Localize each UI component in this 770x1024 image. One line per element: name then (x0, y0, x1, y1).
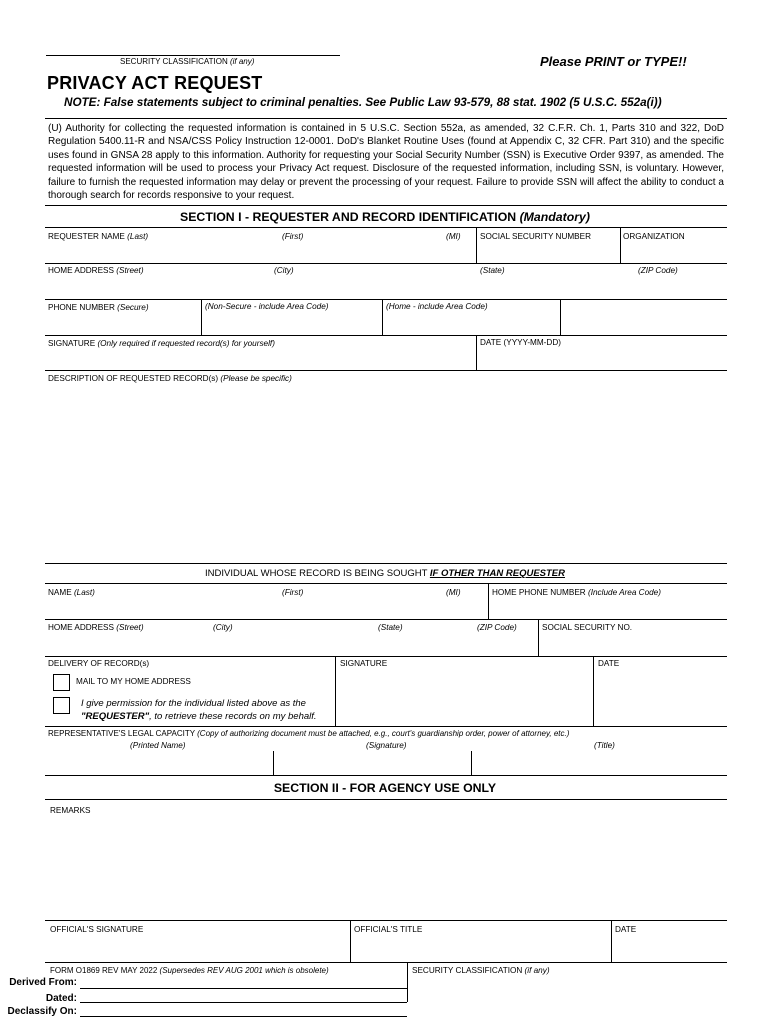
permission-text: I give permission for the individual listed above as the "REQUESTER", to retrieve these records on my behalf. (81, 698, 317, 722)
divider (538, 619, 539, 656)
phone-home-label: (Home - include Area Code) (386, 302, 488, 311)
official-date-label: DATE (615, 925, 637, 934)
rule (45, 656, 727, 657)
section1-heading: SECTION I - REQUESTER AND RECORD IDENTIFICATION (Mandatory) (180, 210, 590, 224)
individual-signature-label: SIGNATURE (340, 659, 388, 668)
individual-heading: INDIVIDUAL WHOSE RECORD IS BEING SOUGHT IF OTHER THAN REQUESTER (205, 568, 565, 579)
rule (45, 619, 727, 620)
declassify-on-line[interactable] (80, 1016, 407, 1017)
divider (407, 962, 408, 1002)
form-id: FORM O1869 REV MAY 2022 (Supersedes REV AUG 2001 which is obsolete) (50, 966, 329, 975)
rule (45, 920, 727, 921)
section2-heading: SECTION II - FOR AGENCY USE ONLY (273, 781, 497, 795)
divider (273, 751, 274, 775)
divider (593, 656, 594, 726)
rule (45, 370, 727, 371)
divider (201, 299, 202, 335)
individual-mi-label: (MI) (446, 588, 461, 597)
rule (45, 263, 727, 264)
description-label: DESCRIPTION OF REQUESTED RECORD(s) (Please be specific) (48, 374, 292, 383)
requester-signature-label: SIGNATURE (Only required if requested record(s) for yourself) (48, 339, 275, 348)
divider (350, 920, 351, 962)
individual-city-label: (City) (213, 623, 233, 632)
phone-nonsecure-label: (Non-Secure - include Area Code) (205, 302, 329, 311)
organization-label: ORGANIZATION (623, 232, 685, 241)
security-classification-line (46, 55, 340, 56)
dated-label: Dated: (45, 993, 77, 1004)
permission-checkbox[interactable] (53, 697, 70, 714)
divider (476, 335, 477, 370)
section1-top-rule (45, 205, 727, 206)
derived-from-label: Derived From: (9, 977, 77, 988)
remarks-label: REMARKS (50, 806, 91, 815)
rule (45, 775, 727, 776)
divider (382, 299, 383, 335)
remarks-field[interactable] (46, 818, 726, 918)
requester-city-label: (City) (274, 266, 294, 275)
individual-first-label: (First) (282, 588, 304, 597)
declassify-on-label: Declassify On: (7, 1006, 77, 1017)
rule (45, 299, 727, 300)
individual-address-label: HOME ADDRESS (Street) (48, 623, 144, 632)
print-note: Please PRINT or TYPE!! (540, 54, 687, 69)
requester-address-label: HOME ADDRESS (Street) (48, 266, 144, 275)
rep-capacity-label: REPRESENTATIVE'S LEGAL CAPACITY (Copy of authorizing document must be attached, e.g., court's guardianship order, power of attorney, etc.) (48, 729, 570, 738)
rule (45, 583, 727, 584)
rep-printed-name-label: (Printed Name) (130, 741, 186, 750)
requester-first-label: (First) (282, 232, 304, 241)
authority-statement: (U) Authority for collecting the requested information is contained in 5 U.S.C. Section 552a, as amended, 32 C.F.R. Ch. 1, Parts 310 and 322, DoD Regulation 5400.11-R and NSA/CSS Policy Instruction 12-0001. DoD's Blanket Routine Uses (found at Appendix C, 32 CFR. Part 310) and the specific uses found in GNSA 28 apply to this information. Authority for requesting your Social Security Number (SSN) is Executive Order 9397, as amended. The requested information will be used to process your Privacy Act request. Disclosure of the requested information, including SSN, is voluntary. However, failure to furnish the requested information may delay or prevent the processing of your request. Failure to provide SSN will affect the ability to conduct a thorough search for records responsive to your request. (48, 123, 724, 202)
divider (560, 299, 561, 335)
divider (488, 583, 489, 619)
rule (45, 726, 727, 727)
dated-line[interactable] (80, 1002, 407, 1003)
requester-mi-label: (MI) (446, 232, 461, 241)
official-title-label: OFFICIAL'S TITLE (354, 925, 423, 934)
divider (620, 227, 621, 263)
individual-date-label: DATE (598, 659, 620, 668)
delivery-label: DELIVERY OF RECORD(s) (48, 659, 150, 668)
security-classification-label: SECURITY CLASSIFICATION (if any) (120, 57, 255, 66)
mail-home-checkbox[interactable] (53, 674, 70, 691)
individual-state-label: (State) (378, 623, 403, 632)
individual-ssn-label: SOCIAL SECURITY NO. (542, 623, 633, 632)
requester-name-label: REQUESTER NAME (Last) (48, 232, 149, 241)
derived-from-line[interactable] (80, 988, 407, 989)
individual-zip-label: (ZIP Code) (477, 623, 517, 632)
footer-security-classification: SECURITY CLASSIFICATION (if any) (412, 966, 550, 975)
individual-home-phone-label: HOME PHONE NUMBER (Include Area Code) (492, 588, 661, 597)
divider (471, 751, 472, 775)
mail-home-label: MAIL TO MY HOME ADDRESS (76, 677, 191, 686)
requester-ssn-label: SOCIAL SECURITY NUMBER (480, 232, 592, 241)
requester-date-label: DATE (YYYY-MM-DD) (480, 338, 561, 347)
requester-zip-label: (ZIP Code) (638, 266, 678, 275)
penalty-note: NOTE: False statements subject to criminal penalties. See Public Law 93-579, 88 stat. 1902 (5 U.S.C. 552a(i)) (64, 96, 662, 109)
divider (476, 227, 477, 263)
requester-state-label: (State) (480, 266, 505, 275)
description-field[interactable] (46, 388, 726, 560)
rule (45, 799, 727, 800)
rule (45, 962, 727, 963)
rep-title-label: (Title) (594, 741, 615, 750)
section1-heading-rule (45, 227, 727, 228)
rule (45, 335, 727, 336)
page-title: PRIVACY ACT REQUEST (47, 73, 263, 93)
rule (45, 563, 727, 564)
phone-secure-label: PHONE NUMBER (Secure) (48, 303, 149, 312)
divider (335, 656, 336, 726)
divider (611, 920, 612, 962)
official-signature-label: OFFICIAL'S SIGNATURE (50, 925, 144, 934)
rep-signature-label: (Signature) (366, 741, 407, 750)
authority-top-rule (45, 118, 727, 119)
individual-name-label: NAME (Last) (48, 588, 95, 597)
